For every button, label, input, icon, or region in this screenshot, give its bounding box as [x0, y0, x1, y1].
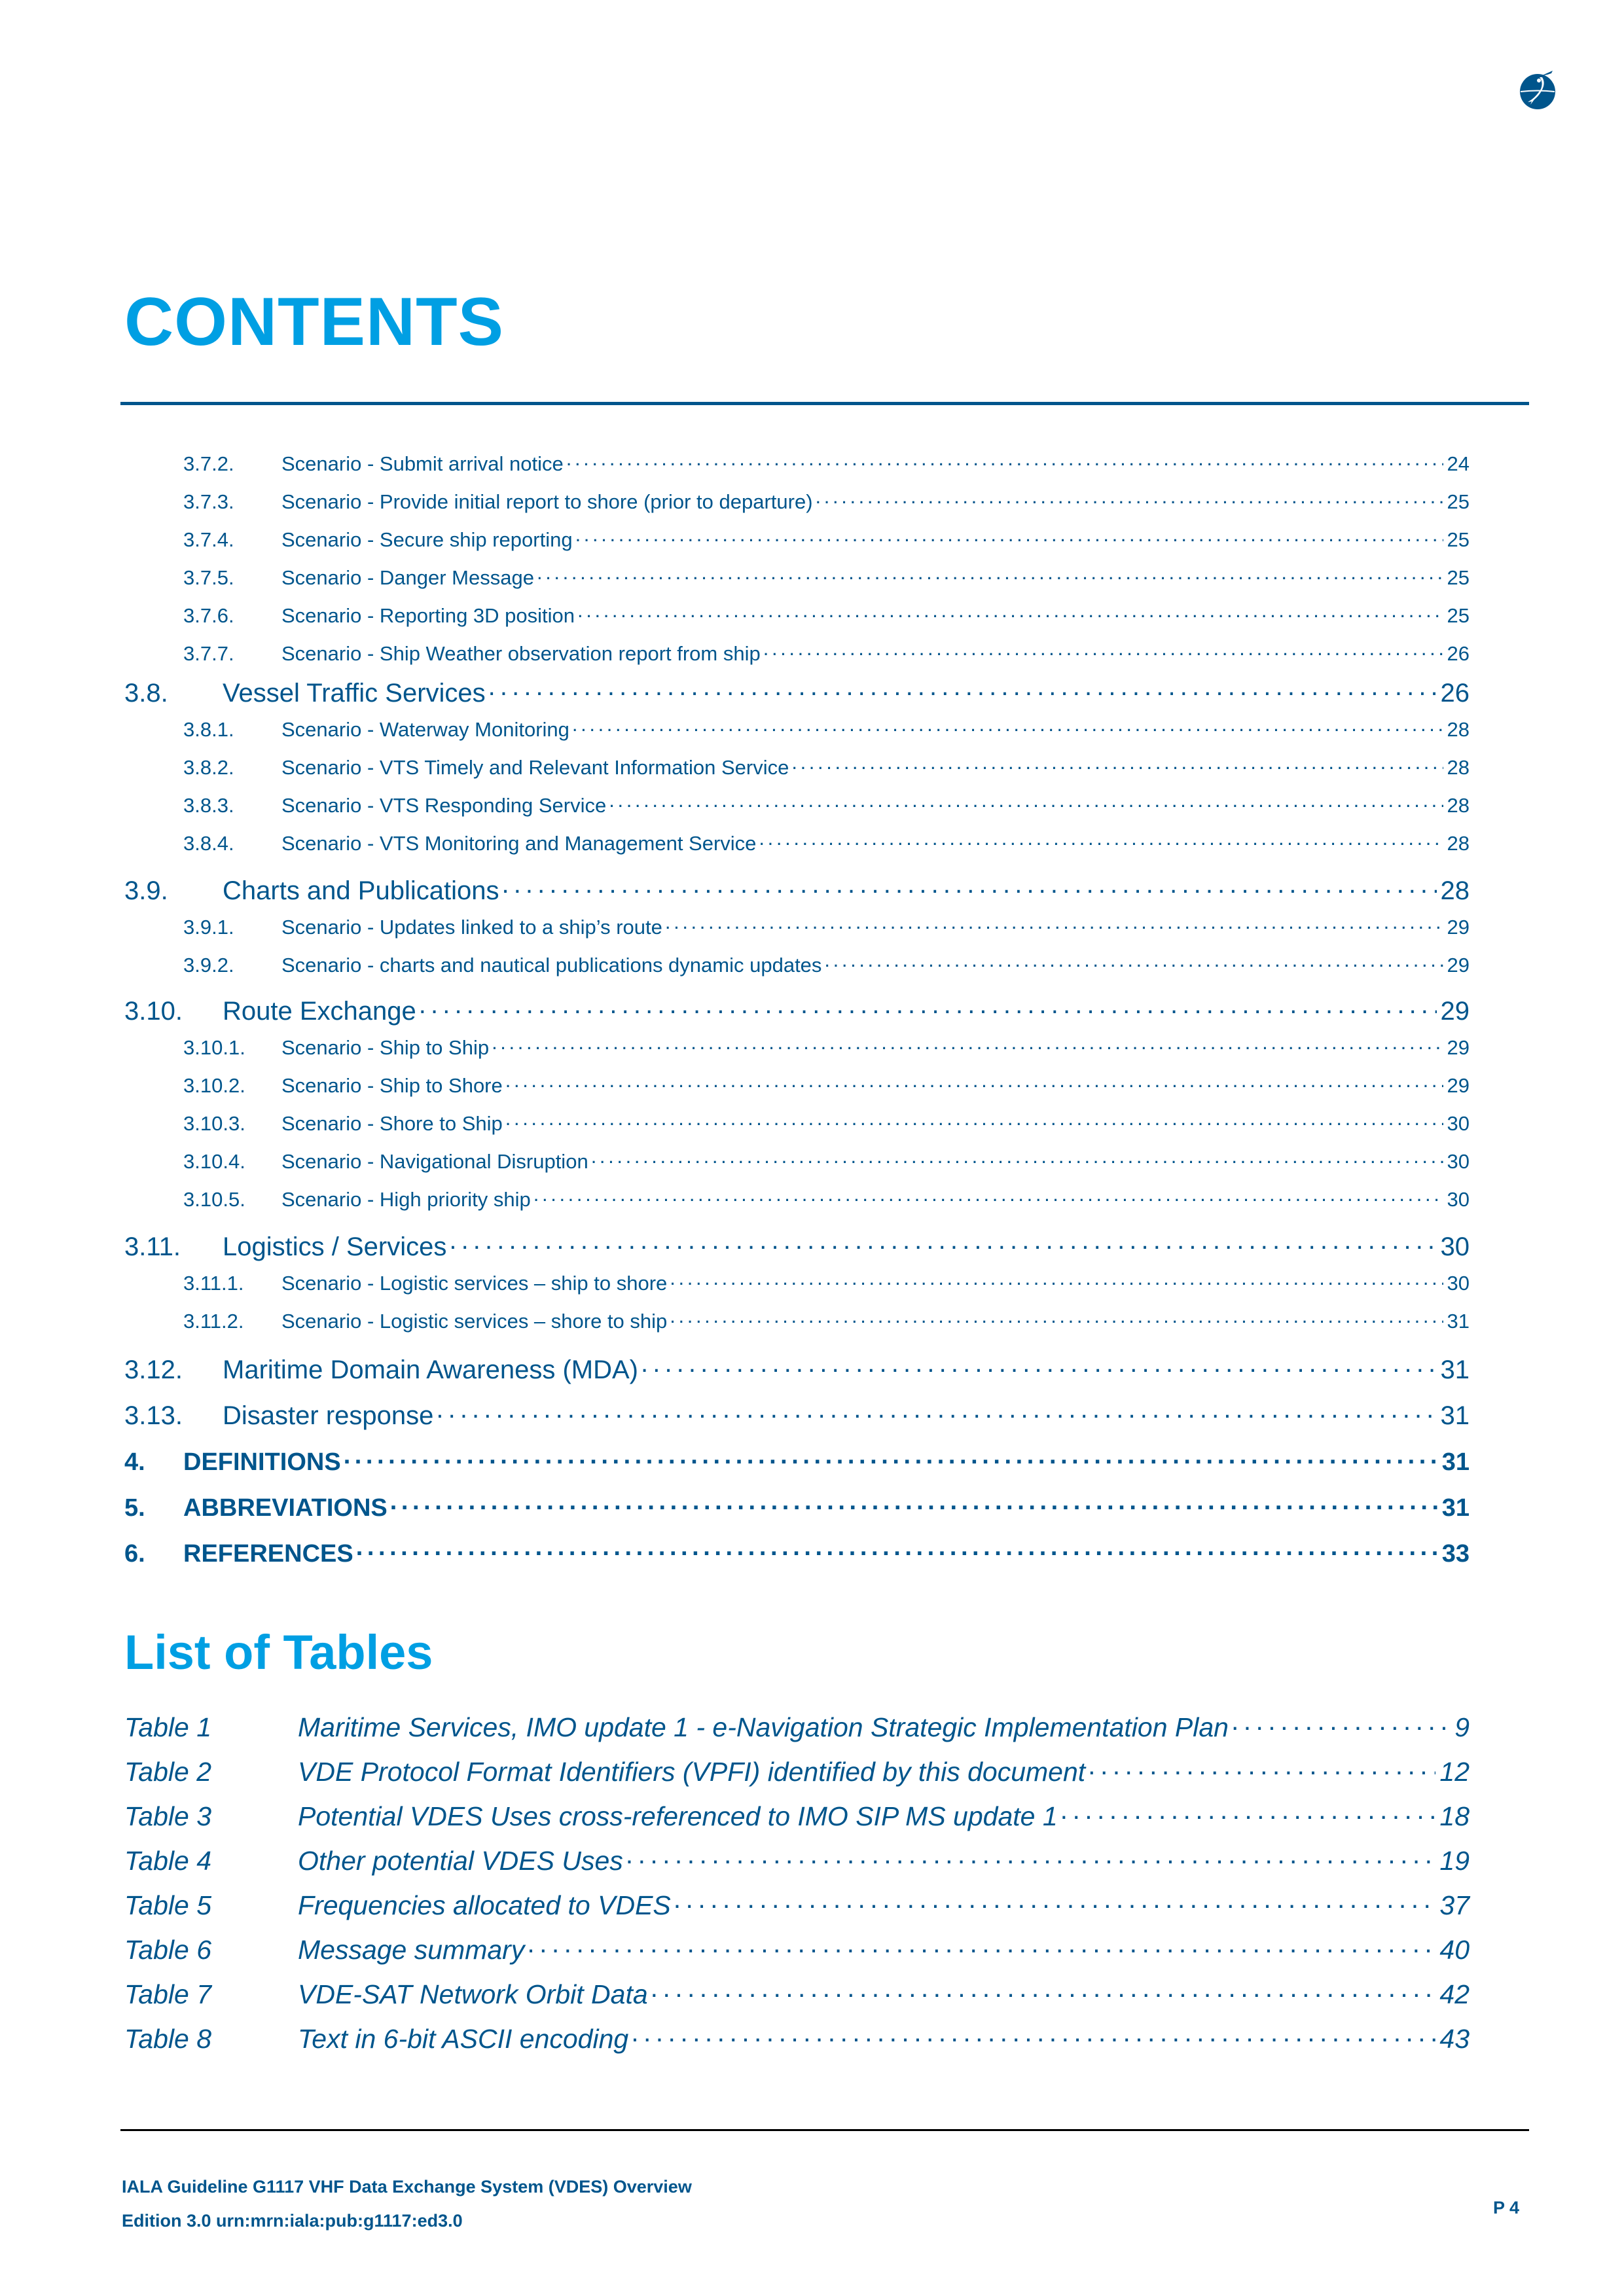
table-entry-number: Table 1	[124, 1712, 211, 1742]
toc-entry-page: 30	[1447, 1188, 1470, 1211]
toc-entry-number: 6.	[124, 1540, 145, 1568]
list-of-tables-title: List of Tables	[124, 1625, 433, 1679]
toc-entry-label: Logistics / Services	[223, 1232, 447, 1261]
toc-entry-label: Scenario - Navigational Disruption	[281, 1150, 588, 1173]
toc-entry[interactable]	[124, 1398, 1470, 1431]
toc-entry[interactable]	[124, 1352, 1470, 1385]
toc-entry-page: 26	[1447, 642, 1470, 665]
toc-entry-page: 30	[1447, 1112, 1470, 1135]
toc-entry-number: 3.11.	[124, 1232, 181, 1261]
dot-leader	[816, 488, 1443, 509]
toc-entry-number: 3.10.	[124, 997, 183, 1026]
table-list-entry[interactable]	[124, 1932, 1470, 1965]
dot-leader	[609, 792, 1443, 812]
toc-entry[interactable]	[124, 1308, 1470, 1333]
toc-entry-label: Scenario - Provide initial report to shore (prior to departure)	[281, 490, 813, 513]
toc-entry-number: 3.10.4.	[183, 1150, 245, 1173]
toc-entry-label: Scenario - Ship Weather observation report from ship	[281, 642, 761, 665]
toc-entry-label: Scenario - Ship to Shore	[281, 1074, 503, 1097]
toc-entry-page: 25	[1447, 604, 1470, 627]
toc-entry-page: 29	[1447, 1074, 1470, 1097]
dot-leader	[527, 1932, 1435, 1959]
toc-entry[interactable]	[124, 1186, 1470, 1211]
toc-entry-page: 31	[1440, 1401, 1470, 1430]
toc-entry[interactable]	[124, 716, 1470, 742]
toc-entry-number: 3.8.2.	[183, 756, 234, 779]
dot-leader	[575, 526, 1443, 547]
toc-entry-number: 3.7.3.	[183, 490, 234, 513]
dot-leader	[505, 1110, 1443, 1130]
dot-leader	[501, 873, 1436, 899]
toc-entry[interactable]	[124, 640, 1470, 666]
toc-entry-page: 28	[1440, 876, 1470, 905]
toc-entry-number: 5.	[124, 1494, 145, 1522]
dot-leader	[449, 1229, 1436, 1255]
toc-entry-label: Route Exchange	[223, 997, 416, 1026]
table-list-entry[interactable]	[124, 1799, 1470, 1832]
table-entry-number: Table 3	[124, 1801, 211, 1831]
page-number: P 4	[1492, 2198, 1519, 2217]
dot-leader	[631, 2021, 1435, 2048]
dot-leader	[356, 1537, 1438, 1562]
table-entry-label: Text in 6-bit ASCII encoding	[298, 2024, 629, 2054]
table-entry-number: Table 4	[124, 1846, 211, 1876]
toc-entry[interactable]	[124, 675, 1470, 708]
toc-entry-label: Scenario - Shore to Ship	[281, 1112, 503, 1135]
toc-entry[interactable]	[124, 914, 1470, 939]
toc-entry[interactable]	[124, 1445, 1470, 1477]
dot-leader	[537, 564, 1443, 584]
toc-entry[interactable]	[124, 1034, 1470, 1060]
toc-entry-page: 25	[1447, 566, 1470, 589]
dot-leader	[670, 1308, 1443, 1328]
table-entry-page: 43	[1439, 2024, 1470, 2054]
table-entry-page: 40	[1439, 1935, 1470, 1965]
toc-entry-number: 4.	[124, 1448, 145, 1476]
toc-entry-label: Scenario - Secure ship reporting	[281, 528, 573, 551]
toc-entry[interactable]	[124, 450, 1470, 476]
toc-entry-page: 28	[1447, 794, 1470, 817]
toc-entry-number: 3.7.7.	[183, 642, 234, 665]
dot-leader	[1060, 1799, 1436, 1825]
toc-entry-label: Charts and Publications	[223, 876, 499, 905]
toc-entry-page: 29	[1440, 997, 1470, 1026]
toc-entry-number: 3.13.	[124, 1401, 183, 1430]
toc-entry-number: 3.10.1.	[183, 1036, 245, 1059]
toc-entry-page: 25	[1447, 490, 1470, 513]
toc-entry-label: Vessel Traffic Services	[223, 679, 486, 708]
table-entry-page: 12	[1439, 1757, 1470, 1787]
dot-leader	[651, 1977, 1436, 2003]
toc-entry[interactable]	[124, 1537, 1470, 1568]
toc-entry-page: 29	[1447, 954, 1470, 977]
toc-entry[interactable]	[124, 792, 1470, 817]
toc-entry[interactable]	[124, 994, 1470, 1026]
toc-entry[interactable]	[124, 564, 1470, 590]
toc-entry-label: DEFINITIONS	[183, 1448, 341, 1476]
toc-entry-number: 3.10.5.	[183, 1188, 245, 1211]
toc-entry[interactable]	[124, 1491, 1470, 1522]
title-divider	[120, 402, 1529, 405]
toc-entry-number: 3.7.6.	[183, 604, 234, 627]
footer-edition: Edition 3.0 urn:mrn:iala:pub:g1117:ed3.0	[122, 2211, 463, 2231]
toc-entry-label: Scenario - Waterway Monitoring	[281, 718, 569, 741]
table-entry-number: Table 6	[124, 1935, 211, 1965]
toc-entry-page: 31	[1440, 1355, 1470, 1384]
table-entry-label: Potential VDES Uses cross-referenced to IMO SIP MS update 1	[298, 1801, 1058, 1831]
table-list-entry[interactable]	[124, 1888, 1470, 1921]
dot-leader	[641, 1352, 1437, 1378]
toc-entry-label: Scenario - Danger Message	[281, 566, 534, 589]
toc-entry-label: Disaster response	[223, 1401, 434, 1430]
toc-entry-number: 3.8.3.	[183, 794, 234, 817]
contents-title: CONTENTS	[124, 284, 504, 360]
toc-entry-label: ABBREVIATIONS	[183, 1494, 388, 1522]
toc-entry-label: Scenario - Logistic services – shore to ship	[281, 1310, 668, 1333]
toc-entry-number: 3.12.	[124, 1355, 183, 1384]
toc-entry-page: 30	[1447, 1150, 1470, 1173]
toc-entry-page: 28	[1447, 756, 1470, 779]
dot-leader	[566, 450, 1443, 471]
table-entry-number: Table 5	[124, 1890, 211, 1920]
toc-entry-page: 28	[1447, 718, 1470, 741]
table-list-entry[interactable]	[124, 1754, 1470, 1787]
footer-document-title: IALA Guideline G1117 VHF Data Exchange System (VDES) Overview	[122, 2177, 692, 2197]
dot-leader	[763, 640, 1443, 660]
toc-entry[interactable]	[124, 1229, 1470, 1262]
toc-entry[interactable]	[124, 1110, 1470, 1136]
toc-entry-number: 3.7.4.	[183, 528, 234, 551]
table-entry-label: VDE Protocol Format Identifiers (VPFI) identified by this document	[298, 1757, 1086, 1787]
table-entry-label: Maritime Services, IMO update 1 - e-Navigation Strategic Implementation Plan	[298, 1712, 1229, 1742]
dot-leader	[572, 716, 1443, 736]
toc-entry-page: 24	[1447, 452, 1470, 475]
table-entry-label: Other potential VDES Uses	[298, 1846, 623, 1876]
table-list-entry[interactable]	[124, 2021, 1470, 2054]
toc-entry-number: 3.10.3.	[183, 1112, 245, 1135]
toc-entry[interactable]	[124, 754, 1470, 780]
toc-entry-page: 31	[1441, 1494, 1470, 1522]
toc-entry[interactable]	[124, 1270, 1470, 1295]
dot-leader	[591, 1148, 1443, 1168]
toc-entry-number: 3.10.2.	[183, 1074, 245, 1097]
dot-leader	[492, 1034, 1443, 1054]
dot-leader	[533, 1186, 1443, 1206]
toc-entry-label: Scenario - Submit arrival notice	[281, 452, 564, 475]
toc-entry-label: Maritime Domain Awareness (MDA)	[223, 1355, 638, 1384]
toc-entry[interactable]	[124, 1072, 1470, 1098]
table-entry-label: Frequencies allocated to VDES	[298, 1890, 671, 1920]
toc-entry-label: Scenario - Reporting 3D position	[281, 604, 575, 627]
dot-leader	[670, 1270, 1443, 1290]
toc-entry-number: 3.9.1.	[183, 916, 234, 939]
toc-entry[interactable]	[124, 952, 1470, 977]
toc-entry-number: 3.8.	[124, 679, 168, 708]
toc-entry-page: 30	[1447, 1272, 1470, 1295]
dot-leader	[1088, 1754, 1435, 1781]
toc-entry[interactable]	[124, 873, 1470, 906]
table-entry-page: 37	[1439, 1890, 1470, 1920]
toc-entry-label: Scenario - High priority ship	[281, 1188, 531, 1211]
table-entry-page: 9	[1454, 1712, 1470, 1742]
table-entry-label: Message summary	[298, 1935, 525, 1965]
toc-entry-number: 3.11.1.	[183, 1272, 244, 1295]
toc-entry-number: 3.9.2.	[183, 954, 234, 977]
toc-entry-page: 31	[1441, 1448, 1470, 1476]
footer-divider	[120, 2129, 1529, 2131]
dot-leader	[665, 914, 1443, 934]
toc-entry-label: Scenario - VTS Responding Service	[281, 794, 607, 817]
table-entry-page: 19	[1439, 1846, 1470, 1876]
dot-leader	[626, 1843, 1436, 1870]
dot-leader	[488, 675, 1437, 702]
toc-entry[interactable]	[124, 602, 1470, 628]
dot-leader	[577, 602, 1443, 622]
table-entry-number: Table 2	[124, 1757, 211, 1787]
toc-entry-page: 33	[1441, 1540, 1470, 1568]
toc-entry-page: 28	[1447, 832, 1470, 855]
toc-entry-label: Scenario - Updates linked to a ship’s route	[281, 916, 662, 939]
toc-entry-number: 3.8.4.	[183, 832, 234, 855]
dot-leader	[674, 1888, 1436, 1914]
toc-entry-page: 26	[1440, 679, 1470, 708]
table-entry-label: VDE-SAT Network Orbit Data	[298, 1979, 648, 2009]
toc-entry[interactable]	[124, 488, 1470, 514]
toc-entry-page: 25	[1447, 528, 1470, 551]
table-list-entry[interactable]	[124, 1843, 1470, 1876]
dot-leader	[824, 952, 1443, 972]
toc-entry-label: Scenario - charts and nautical publications dynamic updates	[281, 954, 822, 977]
toc-entry-page: 31	[1447, 1310, 1470, 1333]
dot-leader	[505, 1072, 1443, 1092]
toc-entry-page: 30	[1440, 1232, 1470, 1261]
toc-entry-number: 3.9.	[124, 876, 168, 905]
table-list-entry[interactable]	[124, 1977, 1470, 2010]
table-entry-number: Table 8	[124, 2024, 211, 2054]
toc-entry-label: Scenario - VTS Timely and Relevant Information Service	[281, 756, 789, 779]
toc-entry-label: Scenario - Logistic services – ship to shore	[281, 1272, 668, 1295]
toc-entry-page: 29	[1447, 1036, 1470, 1059]
dot-leader	[791, 754, 1443, 774]
toc-entry-number: 3.7.5.	[183, 566, 234, 589]
toc-entry-number: 3.11.2.	[183, 1310, 244, 1333]
dot-leader	[390, 1491, 1438, 1516]
toc-entry[interactable]	[124, 526, 1470, 552]
table-entry-number: Table 7	[124, 1979, 211, 2009]
dot-leader	[759, 830, 1443, 850]
toc-entry-page: 29	[1447, 916, 1470, 939]
toc-entry-label: Scenario - Ship to Ship	[281, 1036, 490, 1059]
toc-entry-number: 3.8.1.	[183, 718, 234, 741]
iala-logo-icon	[1517, 69, 1558, 110]
toc-entry[interactable]	[124, 830, 1470, 855]
dot-leader	[1231, 1710, 1451, 1736]
toc-entry-label: Scenario - VTS Monitoring and Management Service	[281, 832, 757, 855]
dot-leader	[419, 994, 1437, 1020]
table-list-entry[interactable]	[124, 1710, 1470, 1743]
table-entry-page: 18	[1439, 1801, 1470, 1831]
dot-leader	[344, 1445, 1438, 1470]
toc-entry-number: 3.7.2.	[183, 452, 234, 475]
toc-entry-label: REFERENCES	[183, 1540, 353, 1568]
table-entry-page: 42	[1439, 1979, 1470, 2009]
toc-entry[interactable]	[124, 1148, 1470, 1174]
dot-leader	[436, 1398, 1436, 1424]
